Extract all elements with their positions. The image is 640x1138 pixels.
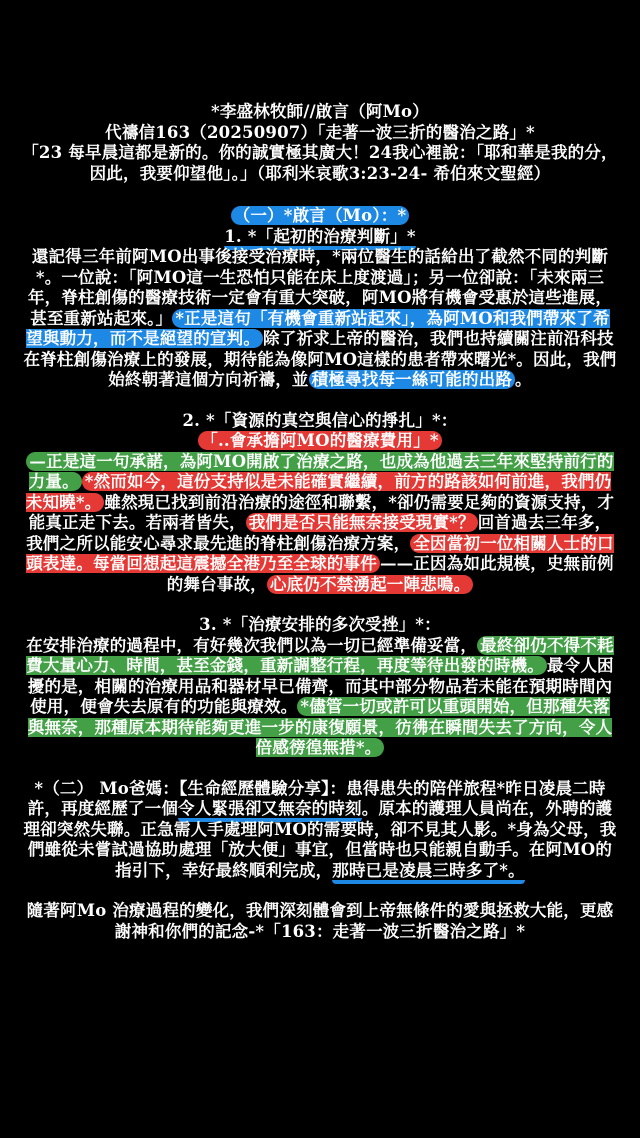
section-2 [22,411,618,596]
section-1 [22,206,618,391]
highlight-red-3: 全因當初一位相關人士的口頭表達。每當回想起這震撼全港乃至全球的事件 [26,533,614,573]
section-2-subtitle: 2. *「資源的真空與信心的掙扎」*： [182,410,458,430]
section-4 [22,779,618,882]
letter-title: 代禱信163（20250907）「走著一波三折的醫治之路」* [105,122,535,142]
section-1-paragraph: 還記得三年前阿MO出事後接受治療時，*兩位醫生的話給出了截然不同的判斷*。一位說：「阿MO這一生恐怕只能在床上度渡過」；另一位卻說：「未來兩三年，脊柱創傷的醫療技術一定會有重大突破，阿MO將有機會受惠於這些進展，甚至重新站起來。」 *正是這句「有機會重新站起來」，為阿MO和我們帶來了希望與動力，而不是絕望的宣判。 除了祈求上帝的醫治，我們也持續關注前沿科技在脊柱創傷治療上的發展，期待能為像阿MO這樣的患者帶來曙光*。因此，我們始終朝著這個方向祈禱，並 積極尋找每一絲可能的出路 。 [23,247,617,389]
closing-paragraph: 隨著阿Mo 治療過程的變化，我們深刻體會到上帝無條件的愛與拯救大能，更感謝神和你們的記念-*「163：走著一波三折醫治之路」* [26,901,614,941]
highlight-green-1: —正是這一句承諾，為阿MO開啟了治療之路，也成為他過去三年來堅持前行的力量。 [26,452,613,492]
section-2-quote: 「..會承擔阿MO的醫療費用」* [198,431,441,450]
section-1-subtitle: 1. *「起初的治療判斷」* [224,227,416,250]
section-3-paragraph: 在安排治療的過程中，有好幾次我們以為一切已經準備妥當， 最終卻仍不得不耗費大量心力、時間，甚至金錢，重新調整行程，再度等待出發的時機。 最令人困擾的是，相關的治療用品和器材早已備齊，而其中部分物品若未能在預期時間內使用，便會失去原有的功能與療效。 *儘管一切或許可以重頭開始，但那種失落與無奈，那種原本期待能夠更進一步的康復願景，彷彿在瞬間失去了方向，令人倍感徬徨無措*。 [26,635,614,757]
underline-blue-2: 那時已是凌晨三時多了*。 [332,861,525,884]
section-3 [22,615,618,759]
highlight-green-2: 最終卻仍不得不耗費大量心力、時間，甚至金錢，重新調整行程，再度等待出發的時機。 [26,635,614,675]
closing-block [22,901,618,942]
highlight-green-3: *儘管一切或許可以重頭開始，但那種失落與無奈，那種原本期待能夠更進一步的康復願景，彷彿在瞬間失去了方向，令人倍感徬徨無措*。 [27,697,613,757]
highlight-red-2: 我們是否只能無奈接受現實*？ [246,513,478,532]
author-line: *李盛林牧師//啟言（阿Mo） [211,102,429,121]
highlight-red-1: *然而如今，這份支持似是未能確實繼續，前方的路該如何前進，我們仍未知曉*。 [25,472,612,512]
section-3-subtitle: 3. *「治療安排的多次受挫」*： [199,615,441,634]
underline-blue-1: 令人緊張卻又無奈的時刻 [178,799,362,822]
scripture-quote: 「23 每早晨這都是新的。你的誠實極其廣大！24我心裡說：「耶和華是我的分，因此，我要仰望他」。」（耶利米哀歌3:23-24- 希伯來文聖經） [22,143,618,183]
highlight-blue-2: 積極尋找每一絲可能的出路 [309,370,515,389]
header-block [22,102,618,184]
section-2-paragraph: —正是這一句承諾，為阿MO開啟了治療之路，也成為他過去三年來堅持前行的力量。 *然而如今，這份支持似是未能確實繼續，前方的路該如何前進，我們仍未知曉*。 雖然現已找到前沿治療的途徑和聯繫，*卻仍需要足夠的資源支持，才能真正走下去。若兩者皆失， 我們是否只能無奈接受現實*？ 回首過去三年多，我們之所以能安心尋求最先進的脊柱創傷治療方案， 全因當初一位相關人士的口頭表達。每當回想起這震撼全港乃至全球的事件 ——正因為如此規模，史無前例的舞台事故， 心底仍不禁湧起一陣悲鳴。 [25,451,615,594]
highlight-red-4: 心底仍不禁湧起一陣悲鳴。 [267,575,473,594]
highlight-blue-1: *正是這句「有機會重新站起來」，為阿MO和我們帶來了希望與動力，而不是絕望的宣判。 [26,308,610,348]
section-4-paragraph: *（二） Mo爸媽：【生命經歷體驗分享】：患得患失的陪伴旅程*昨日凌晨二時許，再度經歷了一個令人緊張卻又無奈的時刻。原本的護理人員尚在，外聘的護理卻突然失聯。正急需人手處理阿MO的需要時，卻不見其人影。*身為父母，我們雖從未嘗試過協助處理「放大便」事宜，但當時也只能親自動手。在阿MO的指引下，幸好最終順利完成，那時已是凌晨三時多了*。 [22,779,618,882]
section-1-title: （一）*啟言（Mo）：* [231,206,410,225]
